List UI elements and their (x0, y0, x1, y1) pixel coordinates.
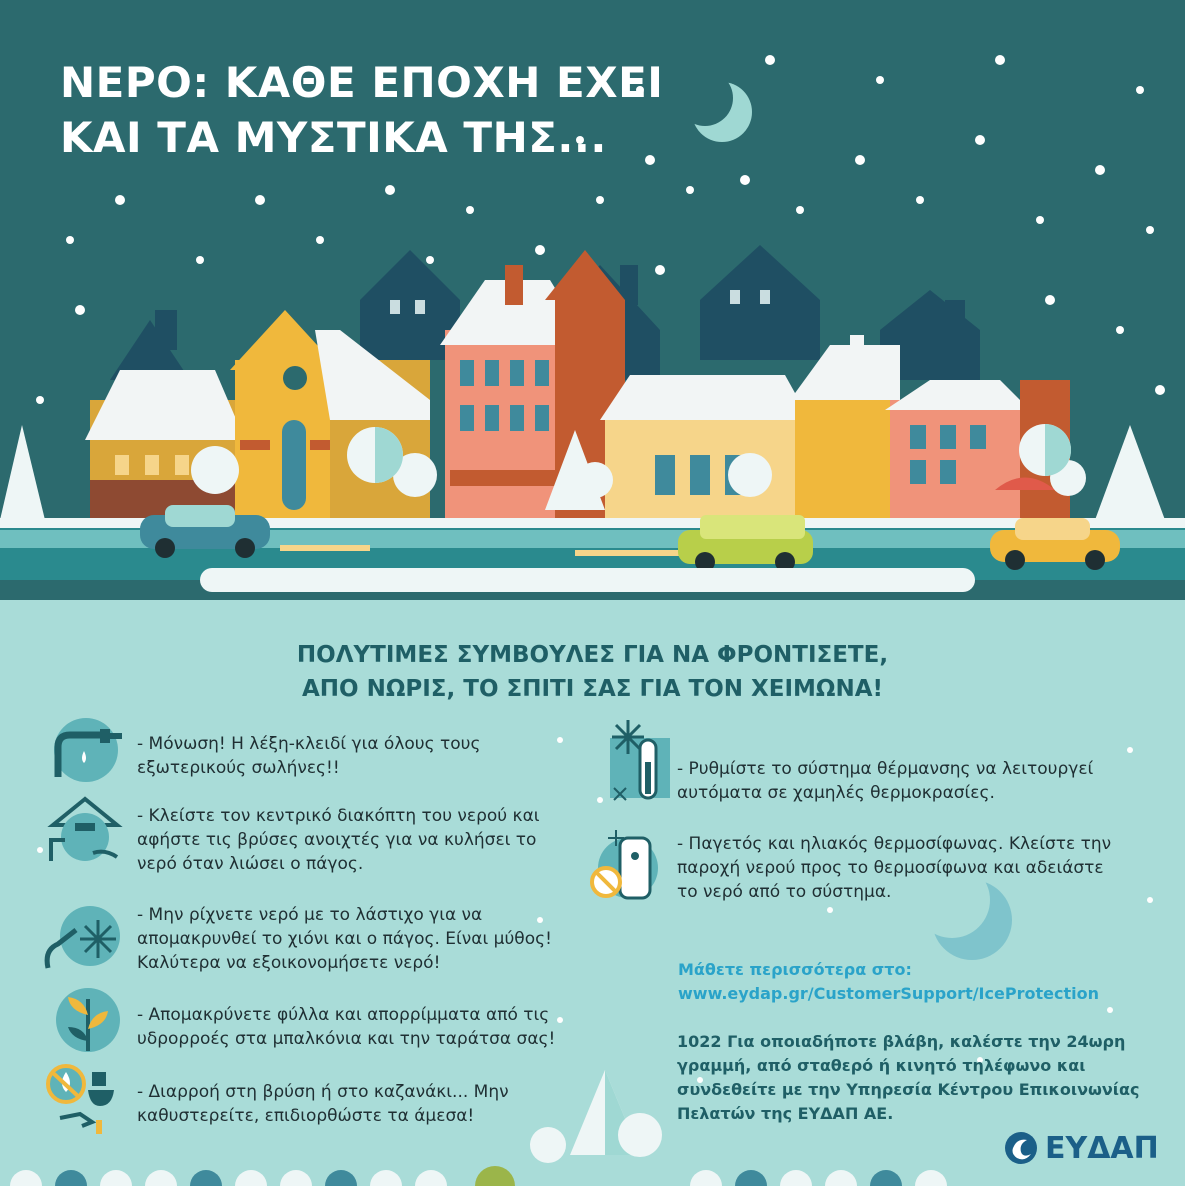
tip-line: παροχή νερού προς το θερμοσίφωνα και αδειάστε (677, 858, 1104, 878)
tip-line: το νερό από το σύστημα. (677, 882, 892, 902)
learn-more-label: Μάθετε περισσότερα στο: (678, 960, 912, 979)
tip-line: Καλύτερα να εξοικονομήσετε νερό! (137, 953, 441, 973)
tip-line: εξωτερικούς σωλήνες!! (137, 758, 340, 778)
heading-line-2: ΑΠΟ ΝΩΡΙΣ, ΤΟ ΣΠΙΤΙ ΣΑΣ ΓΙΑ ΤΟΝ ΧΕΙΜΩΝΑ! (301, 676, 884, 702)
tip-heating (677, 757, 1093, 805)
logo-text: ΕΥΔΑΠ (1045, 1130, 1159, 1166)
tip-leak (137, 1080, 509, 1128)
leak-toilet-icon (42, 1062, 122, 1132)
thermometer-snowflake-icon (600, 718, 680, 808)
contact-info: 1022 Για οποιαδήποτε βλάβη, καλέστε την 24ωρη γραμμή, από σταθερό ή κινητό τηλέφωνο και συνδεθείτε με την Υπηρεσία Κέντρου Επικοινωνίας Πελατών της ΕΥΔΑΠ ΑΕ. (677, 1032, 1140, 1123)
tip-line: - Απομακρύνετε φύλλα και απορρίμματα από τις (137, 1005, 550, 1025)
main-title (60, 55, 663, 165)
eydap-logo-icon (1003, 1130, 1039, 1166)
tip-line: - Μόνωση! Η λέξη-κλειδί για όλους τους (137, 734, 481, 754)
tip-line: - Κλείστε τον κεντρικό διακόπτη του νερού και (137, 806, 540, 826)
water-heater-icon (588, 828, 668, 908)
tip-water-heater (677, 832, 1111, 904)
tip-line: - Μην ρίχνετε νερό με το λάστιχο για να (137, 905, 483, 925)
tip-main-valve (137, 804, 540, 876)
tip-line: αυτόματα σε χαμηλές θερμοκρασίες. (677, 783, 995, 803)
tip-leaves (137, 1003, 555, 1051)
tip-line: απομακρυνθεί το χιόνι και ο πάγος. Είναι μύθος! (137, 929, 552, 949)
tip-line: καθυστερείτε, επιδιορθώστε τα άμεσα! (137, 1106, 475, 1126)
tip-insulation (137, 732, 480, 780)
pipe-tap-icon (48, 715, 128, 785)
tip-line: υδρορροές στα μπαλκόνια και την ταράτσα σας! (137, 1029, 556, 1049)
tip-hose-myth (137, 903, 552, 975)
tip-line: αφήστε τις βρύσες ανοιχτές για να κυλήσει το (137, 830, 537, 850)
tip-line: - Ρυθμίστε το σύστημα θέρμανσης να λειτουργεί (677, 759, 1094, 779)
heading-line-1: ΠΟΛΥΤΙΜΕΣ ΣΥΜΒΟΥΛΕΣ ΓΙΑ ΝΑ ΦΡΟΝΤΙΣΕΤΕ, (296, 642, 889, 668)
tip-line: νερό όταν λιώσει ο πάγος. (137, 854, 364, 874)
learn-more-link[interactable]: www.eydap.gr/CustomerSupport/IceProtection (678, 984, 1099, 1003)
eydap-logo (1003, 1130, 1159, 1166)
hose-snowflake-icon (42, 900, 122, 970)
title-line-1: ΝΕΡΟ: ΚΑΘΕ ΕΠΟΧΗ ΕΧΕΙ (60, 58, 664, 107)
leaves-icon (48, 985, 128, 1055)
house-valve-icon (45, 795, 125, 865)
title-line-2: ΚΑΙ ΤΑ ΜΥΣΤΙΚΑ ΤΗΣ... (60, 113, 607, 162)
tip-line: - Διαρροή στη βρύση ή στο καζανάκι... Μην (137, 1082, 509, 1102)
moon-icon (677, 70, 752, 142)
tips-heading (0, 638, 1185, 706)
tip-line: - Παγετός και ηλιακός θερμοσίφωνας. Κλείστε την (677, 834, 1112, 854)
